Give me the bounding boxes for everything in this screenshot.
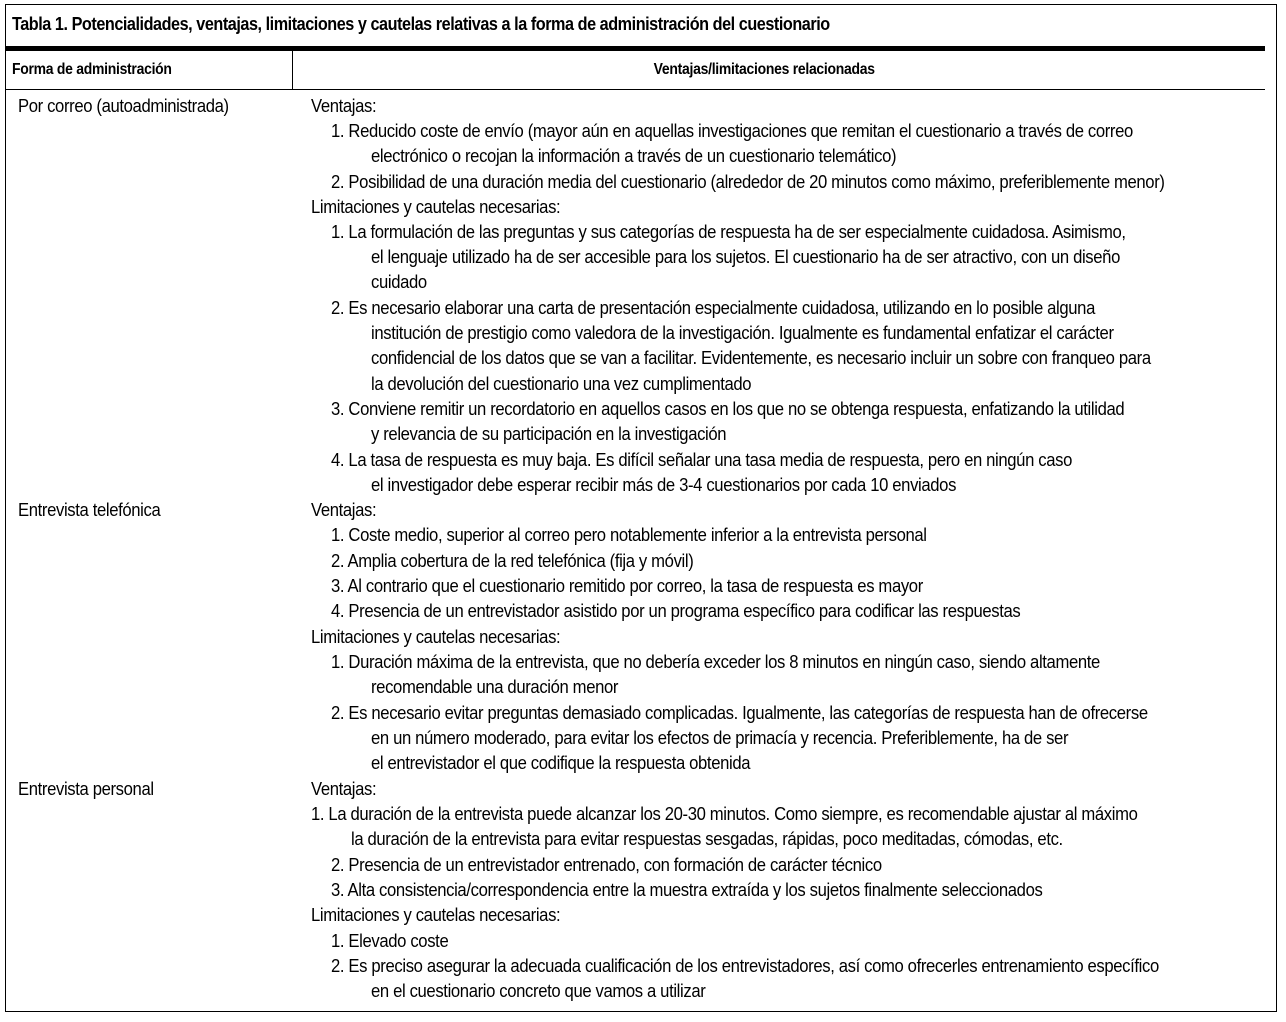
list-item-continuation: el investigador debe esperar recibir más de 3-4 cuestionarios por cada 10 enviados (371, 474, 957, 495)
list-item-continuation: el lenguaje utilizado ha de ser accesible para los sujetos. El cuestionario ha de ser atractivo, con un diseño (371, 246, 1120, 267)
list-item: 3. Al contrario que el cuestionario remitido por correo, la tasa de respuesta es mayor (331, 575, 923, 596)
list-item-continuation: institución de prestigio como valedora de la investigación. Igualmente es fundamental enfatizar el carácter (371, 322, 1114, 343)
list-item: 2. Amplia cobertura de la red telefónica (fija y móvil) (331, 550, 694, 571)
ventajas-label: Ventajas: (311, 95, 377, 116)
list-item-continuation: confidencial de los datos que se van a facilitar. Evidentemente, es necesario incluir un sobre con franqueo para (371, 347, 1151, 368)
list-item: 1. La duración de la entrevista puede alcanzar los 20-30 minutos. Como siempre, es recomendable ajustar al máximo (311, 803, 1138, 824)
list-item: 3. Conviene remitir un recordatorio en aquellos casos en los que no se obtenga respuesta, enfatizando la utilidad (331, 398, 1125, 419)
row-mode-personal: Entrevista personal (18, 778, 154, 799)
limitaciones-label: Limitaciones y cautelas necesarias: (311, 904, 561, 925)
column-header-advantages (69, 61, 1202, 79)
list-item: 3. Alta consistencia/correspondencia entre la muestra extraída y los sujetos finalmente seleccionados (331, 879, 1043, 900)
row-mode-telefonica: Entrevista telefónica (18, 499, 161, 520)
list-item-continuation: en el cuestionario concreto que vamos a utilizar (371, 980, 706, 1001)
list-item: 4. Presencia de un entrevistador asistido por un programa específico para codificar las respuestas (331, 600, 1021, 621)
list-item: 2. Posibilidad de una duración media del cuestionario (alrededor de 20 minutos como máximo, preferiblemente menor) (331, 171, 1165, 192)
list-item: 1. Elevado coste (331, 930, 449, 951)
list-item: 1. La formulación de las preguntas y sus categorías de respuesta ha de ser especialmente cuidadosa. Asimismo, (331, 221, 1126, 242)
ventajas-label: Ventajas: (311, 778, 377, 799)
list-item-continuation: la duración de la entrevista para evitar respuestas sesgadas, rápidas, poco meditadas, cómodas, etc. (351, 828, 1063, 849)
list-item: 2. Presencia de un entrevistador entrenado, con formación de carácter técnico (331, 854, 882, 875)
list-item-continuation: el entrevistador el que codifique la respuesta obtenida (371, 752, 751, 773)
column-header-advantages-label: Ventajas/limitaciones relacionadas (653, 61, 875, 78)
column-header-mode: Forma de administración (12, 61, 172, 78)
list-item-continuation: recomendable una duración menor (371, 676, 619, 697)
list-item-continuation: la devolución del cuestionario una vez cumplimentado (371, 373, 752, 394)
list-item: 1. Reducido coste de envío (mayor aún en aquellas investigaciones que remitan el cuestionario a través de correo (331, 120, 1133, 141)
table-header (6, 51, 1265, 90)
table-title: Tabla 1. Potencialidades, ventajas, limitaciones y cautelas relativas a la forma de administración del cuestionario (12, 14, 830, 34)
list-item: 1. Duración máxima de la entrevista, que no debería exceder los 8 minutos en ningún caso, siendo altamente (331, 651, 1100, 672)
limitaciones-label: Limitaciones y cautelas necesarias: (311, 196, 561, 217)
list-item: 2. Es necesario elaborar una carta de presentación especialmente cuidadosa, utilizando en lo posible alguna (331, 297, 1095, 318)
list-item-continuation: en un número moderado, para evitar los efectos de primacía y recencia. Preferiblemente, ha de ser (371, 727, 1069, 748)
list-item-continuation: cuidado (371, 271, 427, 292)
list-item-continuation: electrónico o recojan la información a través de un cuestionario telemático) (371, 145, 897, 166)
limitaciones-label: Limitaciones y cautelas necesarias: (311, 626, 561, 647)
list-item: 2. Es necesario evitar preguntas demasiado complicadas. Igualmente, las categorías de respuesta han de ofrecerse (331, 702, 1148, 723)
list-item: 2. Es preciso asegurar la adecuada cualificación de los entrevistadores, así como ofrecerles entrenamiento específico (331, 955, 1159, 976)
ventajas-label: Ventajas: (311, 499, 377, 520)
list-item: 4. La tasa de respuesta es muy baja. Es difícil señalar una tasa media de respuesta, pero en ningún caso (331, 449, 1072, 470)
row-mode-correo: Por correo (autoadministrada) (18, 95, 229, 116)
list-item: 1. Coste medio, superior al correo pero notablemente inferior a la entrevista personal (331, 524, 927, 545)
list-item-continuation: y relevancia de su participación en la investigación (371, 423, 727, 444)
